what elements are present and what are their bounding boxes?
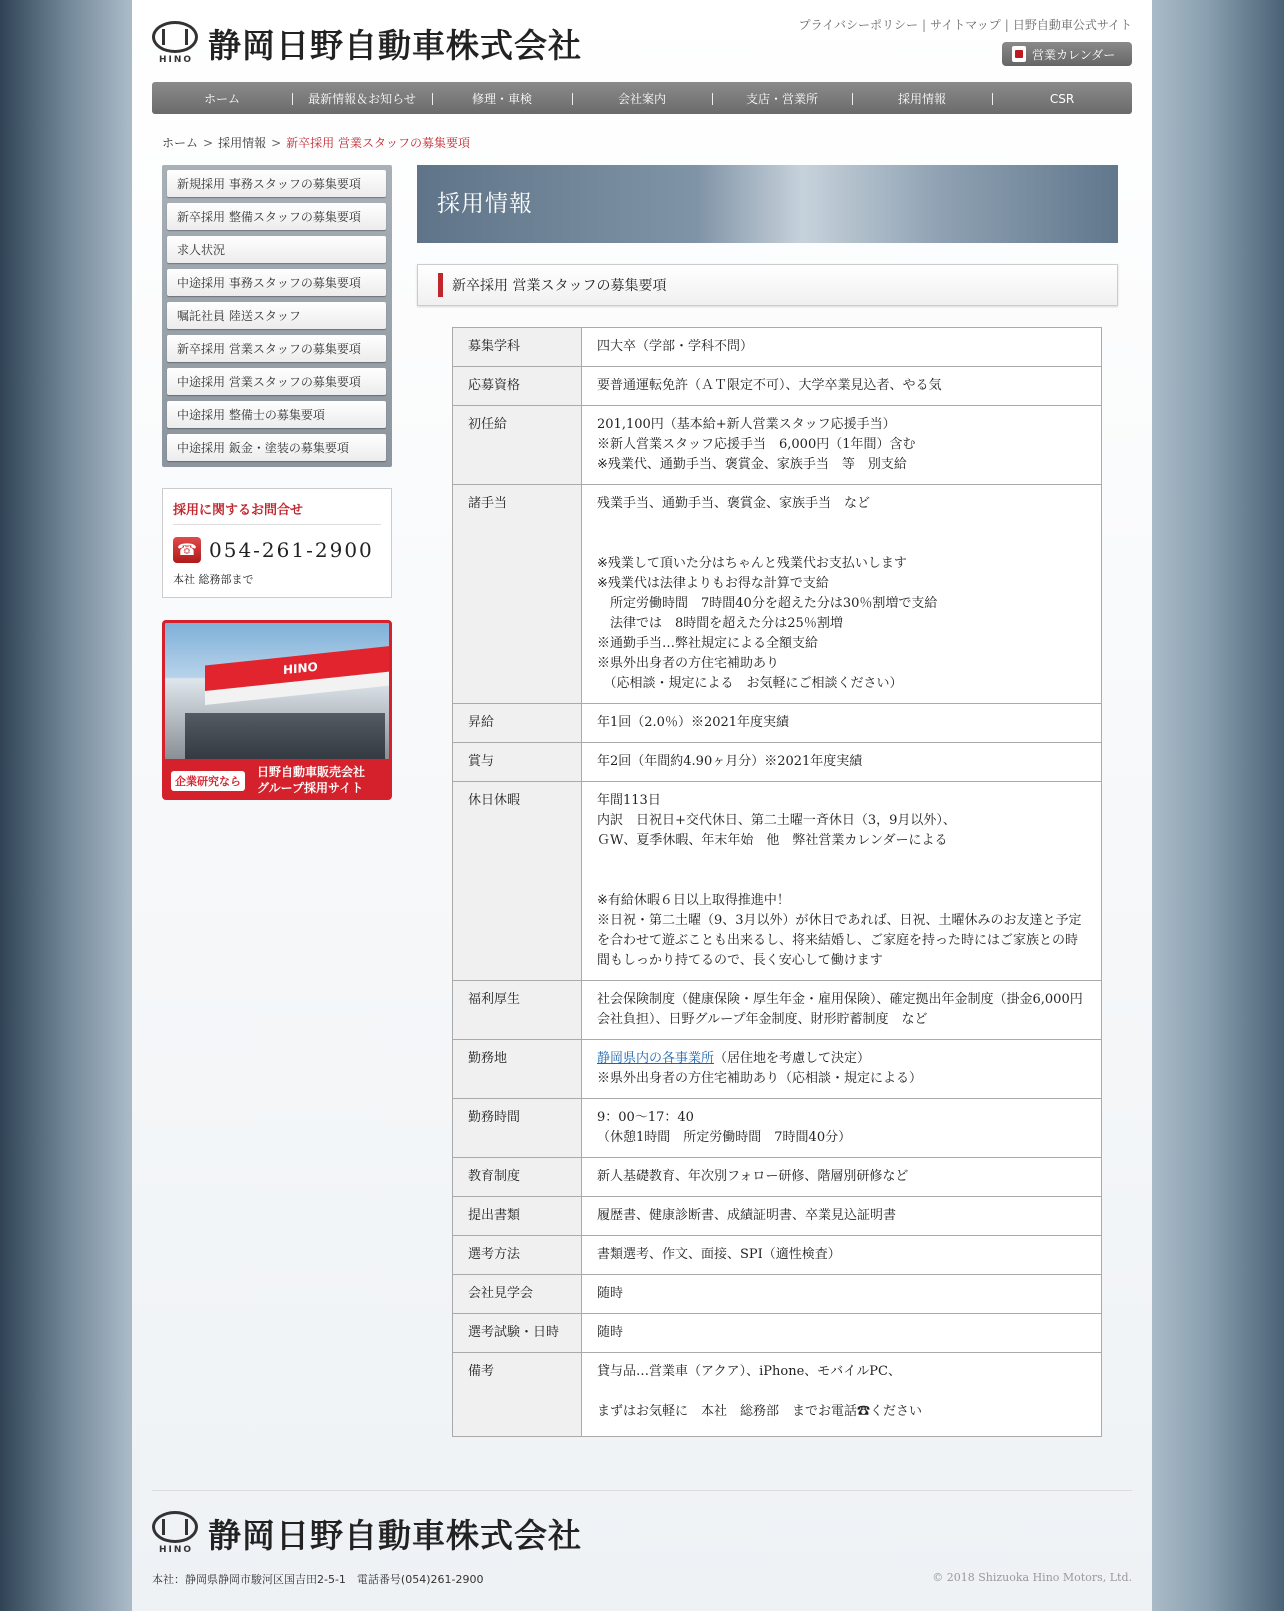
table-row <box>453 485 1102 704</box>
row-label: 諸手当 <box>453 485 582 704</box>
canopy-sign: HINO <box>283 659 318 678</box>
pdf-icon <box>1012 46 1026 62</box>
row-label: 備考 <box>453 1353 582 1437</box>
sidebar-item[interactable]: 中途採用 事務スタッフの募集要項 <box>167 269 386 296</box>
table-row <box>453 1353 1102 1437</box>
row-value: 書類選考、作文、面接、SPI（適性検査） <box>582 1236 1102 1275</box>
table-row <box>453 981 1102 1040</box>
recruit-contact-box <box>162 488 392 598</box>
sidebar-item[interactable]: 中途採用 鈑金・塗装の募集要項 <box>167 434 386 461</box>
row-label: 提出書類 <box>453 1197 582 1236</box>
banner-tag: 企業研究なら <box>171 771 245 791</box>
row-value: 年1回（2.0％）※2021年度実績 <box>582 704 1102 743</box>
row-value: 要普通運転免許（ＡＴ限定不可）、大学卒業見込者、やる気 <box>582 367 1102 406</box>
row-label: 応募資格 <box>453 367 582 406</box>
contact-phone-number[interactable]: 054-261-2900 <box>209 538 374 562</box>
table-row <box>453 328 1102 367</box>
logo-text: 静岡日野自動車株式会社 <box>208 26 582 65</box>
row-value: 残業手当、通勤手当、褒賞金、家族手当 など ※残業して頂いた分はちゃんと残業代お支払いします ※残業代は法律よりもお得な計算で支給 所定労働時間 7時間40分を超えた分は30％割増で支給 法律では 8時間を超えた分は25％割増 ※通勤手当…弊社規定による全額支給 ※県外出身者の方住宅補助あり （応相談・規定による お気軽にご相談ください） <box>582 485 1102 704</box>
page-title: 採用情報 <box>417 165 1118 243</box>
sidebar-menu <box>162 165 392 467</box>
row-value: 社会保険制度（健康保険・厚生年金・雇用保険）、確定拠出年金制度（掛金6,000円会社負担）、日野グループ年金制度、財形貯蓄制度 など <box>582 981 1102 1040</box>
privacy-policy-link[interactable]: プライバシーポリシー <box>798 18 919 32</box>
table-row <box>453 782 1102 981</box>
row-value: 新人基礎教育、年次別フォロー研修、階層別研修など <box>582 1158 1102 1197</box>
sidebar-item[interactable]: 新卒採用 営業スタッフの募集要項 <box>167 335 386 362</box>
nav-home[interactable]: ホーム <box>203 92 240 106</box>
row-label: 賞与 <box>453 743 582 782</box>
hino-logo-icon: HINO <box>152 1511 198 1557</box>
row-label: 昇給 <box>453 704 582 743</box>
nav-branches[interactable]: 支店・営業所 <box>712 82 852 114</box>
nav-recruit[interactable]: 採用情報 <box>852 82 992 114</box>
table-row <box>453 1099 1102 1158</box>
work-location-link[interactable]: 静岡県内の各事業所 <box>597 1051 715 1066</box>
work-location-note: （居住地を考慮して決定） ※県外出身者の方住宅補助あり（応相談・規定による） <box>597 1051 923 1086</box>
main-nav <box>152 82 1132 114</box>
row-label: 初任給 <box>453 406 582 485</box>
row-value: 貸与品…営業車（アクア）、iPhone、モバイルPC、 まずはお気軽に 本社 総務部 までお電話☎ください <box>582 1353 1102 1437</box>
phone-icon: ☎ <box>173 537 201 563</box>
row-label: 選考方法 <box>453 1236 582 1275</box>
table-row <box>453 367 1102 406</box>
copyright: © 2018 Shizuoka Hino Motors, Ltd. <box>932 1571 1132 1584</box>
row-label: 募集学科 <box>453 328 582 367</box>
table-row <box>453 743 1102 782</box>
row-value: 年2回（年間約4.90ヶ月分）※2021年度実績 <box>582 743 1102 782</box>
row-label: 勤務地 <box>453 1040 582 1099</box>
row-value: 9：00～17：40 （休憩1時間 所定労働時間 7時間40分） <box>582 1099 1102 1158</box>
footer-divider <box>152 1490 1132 1491</box>
row-value: 随時 <box>582 1275 1102 1314</box>
site-logo[interactable] <box>152 20 582 67</box>
row-value: 201,100円（基本給+新人営業スタッフ応援手当） ※新人営業スタッフ応援手当 6,000円（1年間）含む ※残業代、通勤手当、褒賞金、家族手当 等 別支給 <box>582 406 1102 485</box>
table-row <box>453 704 1102 743</box>
top-links: プライバシーポリシー | サイトマップ | 日野自動車公式サイト <box>798 18 1132 32</box>
row-value: 随時 <box>582 1314 1102 1353</box>
table-row <box>453 1040 1102 1099</box>
nav-repair[interactable]: 修理・車検 <box>432 82 572 114</box>
sidebar-item[interactable]: 求人状況 <box>167 236 386 263</box>
row-label: 選考試験・日時 <box>453 1314 582 1353</box>
table-row <box>453 406 1102 485</box>
row-value: 四大卒（学部・学科不問） <box>582 328 1102 367</box>
row-value: 年間113日 内訳 日祝日+交代休日、第二土曜一斉休日（3，9月以外）、 ＧW、夏季休暇、年末年始 他 弊社営業カレンダーによる ※有給休暇６日以上取得推進中！ ※日祝・第二土曜（9、3月以外）が休日であれば、日祝、土曜休みのお友達と予定を合わせて遊ぶことも出来るし、将来結婚し、ご家庭を持った時にはご家族との時間もしっかり持てるので、長く安心して働けます <box>582 782 1102 981</box>
sidebar-item[interactable]: 新規採用 事務スタッフの募集要項 <box>167 170 386 197</box>
breadcrumb-home[interactable]: ホーム <box>162 136 199 150</box>
sidebar-item[interactable]: 中途採用 整備士の募集要項 <box>167 401 386 428</box>
row-label: 福利厚生 <box>453 981 582 1040</box>
footer-logo-text: 静岡日野自動車株式会社 <box>208 1516 582 1555</box>
page <box>132 0 1152 1611</box>
sidebar-item[interactable]: 中途採用 営業スタッフの募集要項 <box>167 368 386 395</box>
sitemap-link[interactable]: サイトマップ <box>930 18 1001 32</box>
hino-logo-icon: HINO <box>152 21 198 67</box>
row-label: 教育制度 <box>453 1158 582 1197</box>
calendar-button-label: 営業カレンダー <box>1032 47 1116 62</box>
section-title: 新卒採用 営業スタッフの募集要項 <box>417 264 1118 306</box>
footer-logo[interactable] <box>152 1510 582 1557</box>
table-row <box>453 1158 1102 1197</box>
recruit-requirements-table <box>452 327 1102 1437</box>
row-label: 休日休暇 <box>453 782 582 981</box>
contact-title: 採用に関するお問合せ <box>173 499 381 525</box>
nav-news[interactable]: 最新情報＆お知らせ <box>292 82 432 114</box>
contact-note: 本社 総務部まで <box>173 573 254 586</box>
row-value <box>582 1040 1102 1099</box>
row-label: 勤務時間 <box>453 1099 582 1158</box>
banner-text: 日野自動車販売会社 グループ採用サイト <box>257 765 366 795</box>
sidebar-item[interactable]: 嘱託社員 陸送スタッフ <box>167 302 386 329</box>
nav-csr[interactable]: CSR <box>992 82 1132 114</box>
row-label: 会社見学会 <box>453 1275 582 1314</box>
nav-company[interactable]: 会社案内 <box>572 82 712 114</box>
table-row <box>453 1197 1102 1236</box>
table-row <box>453 1236 1102 1275</box>
footer-address: 本社：静岡県静岡市駿河区国吉田2-5-1 電話番号(054)261-2900 <box>152 1573 484 1586</box>
table-row <box>453 1275 1102 1314</box>
breadcrumb: ホーム > 採用情報 > 新卒採用 営業スタッフの募集要項 <box>162 136 470 150</box>
sidebar-item[interactable]: 新卒採用 整備スタッフの募集要項 <box>167 203 386 230</box>
dealership-photo <box>165 623 389 759</box>
hino-official-link[interactable]: 日野自動車公式サイト <box>1012 18 1132 32</box>
calendar-button[interactable] <box>1002 42 1132 66</box>
group-recruit-banner[interactable] <box>162 620 392 800</box>
table-row <box>453 1314 1102 1353</box>
breadcrumb-parent[interactable]: 採用情報 <box>218 136 267 150</box>
row-value: 履歴書、健康診断書、成績証明書、卒業見込証明書 <box>582 1197 1102 1236</box>
breadcrumb-current: 新卒採用 営業スタッフの募集要項 <box>286 136 470 150</box>
